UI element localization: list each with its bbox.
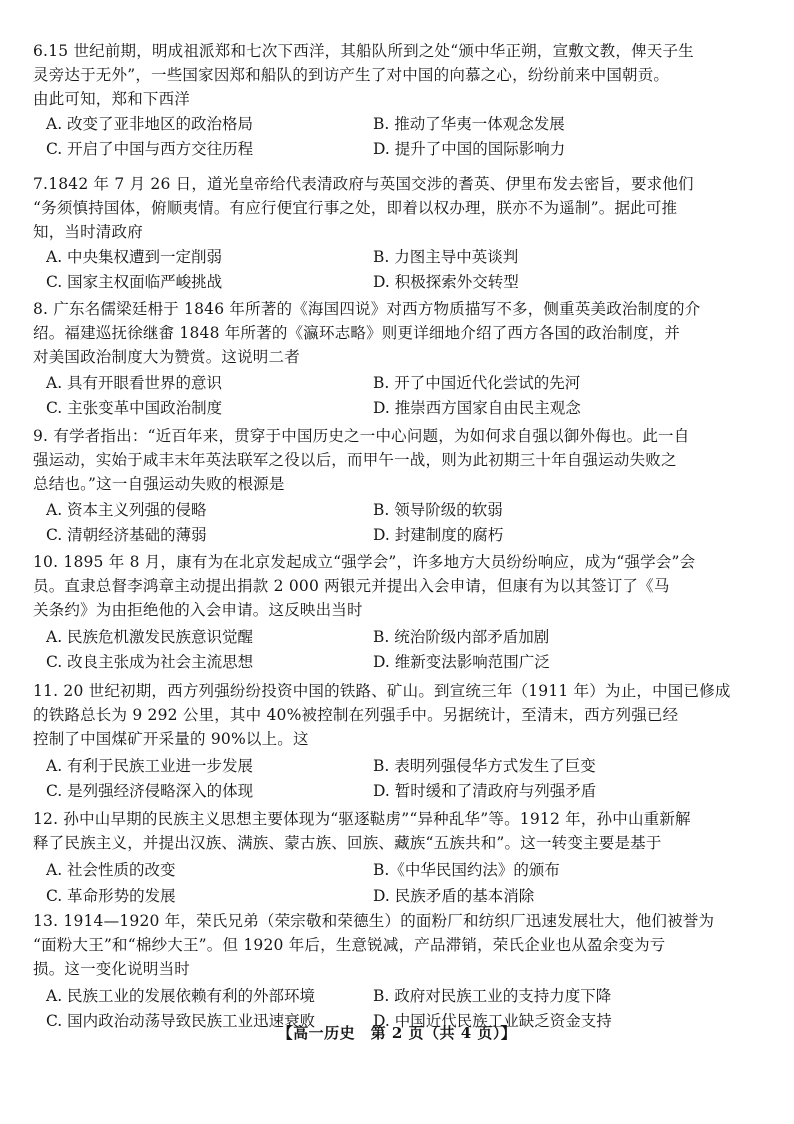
option-c: C. 清朝经济基础的薄弱: [46, 526, 207, 544]
option-b: B. 政府对民族工业的支持力度下降: [373, 987, 612, 1005]
question-line: 11. 20 世纪初期，西方列强纷纷投资中国的铁路、矿山。到宣统三年（1911 年）为止，中国已修成: [33, 682, 731, 700]
option-a: A. 社会性质的改变: [46, 861, 176, 879]
option-c: C. 革命形势的发展: [46, 887, 176, 905]
question-line: 6.15 世纪前期，明成祖派郑和七次下西洋，其船队所到之处“颁中华正朔，宣敷文教，俾天子生: [33, 42, 694, 60]
option-b: B. 表明列强侵华方式发生了巨变: [373, 757, 596, 775]
question-line: 9. 有学者指出：“近百年来，贯穿于中国历史之一中心问题，为如何求自强以御外侮也。此一自: [33, 427, 690, 445]
option-a: A. 改变了亚非地区的政治格局: [46, 115, 254, 133]
question-line: 12. 孙中山早期的民族主义思想主要体现为“驱逐鞑虏”“异种乱华”等。1912 年，孙中山重新解: [33, 810, 691, 828]
question-line: 总结也。”这一自强运动失败的根源是: [33, 475, 285, 493]
question-line: “面粉大王”和“棉纱大王”。但 1920 年后，生意锐减，产品滞销，荣氏企业也从盈余变为亏: [33, 936, 666, 954]
question-line: 绍。福建巡抚徐继畬 1848 年所著的《瀛环志略》则更详细地介绍了西方各国的政治制度，并: [33, 324, 681, 342]
option-d: D. 封建制度的腐朽: [373, 526, 504, 544]
question-line: 知，当时清政府: [33, 223, 143, 241]
option-a: A. 中央集权遭到一定削弱: [46, 248, 223, 266]
question-line: 13. 1914—1920 年，荣氏兄弟（荣宗敬和荣德生）的面粉厂和纺织厂迅速发展壮大，他们被誉为: [33, 912, 715, 930]
question-line: 强运动，实始于咸丰末年英法联军之役以后，而甲午一战，则为此初期三十年自强运动失败之: [33, 451, 677, 469]
question-line: “务须慎持国体，俯顺夷情。有应行便宜行事之处，即着以权办理，朕亦不为遥制”。据此可推: [33, 199, 678, 217]
option-d: D. 维新变法影响范围广泛: [373, 653, 550, 671]
option-a: A. 具有开眼看世界的意识: [46, 374, 223, 392]
option-a: A. 民族危机激发民族意识觉醒: [46, 628, 254, 646]
question-line: 损。这一变化说明当时: [33, 960, 191, 978]
option-d: D. 民族矛盾的基本消除: [373, 887, 535, 905]
option-c: C. 主张变革中国政治制度: [46, 399, 223, 417]
option-d: D. 暂时缓和了清政府与列强矛盾: [373, 782, 597, 800]
question-line: 10. 1895 年 8 月，康有为在北京发起成立“强学会”，许多地方大员纷纷响应，成为“强学会”会: [33, 553, 696, 571]
question-line: 灵旁达于无外”，一些国家因郑和船队的到访产生了对中国的向慕之心，纷纷前来中国朝贡。: [33, 66, 670, 84]
option-b: B.《中华民国约法》的颁布: [373, 861, 560, 879]
page-footer: 【高一历史 第 2 页（共 4 页）】: [277, 1024, 517, 1042]
question-line: 7.1842 年 7 月 26 日，道光皇帝给代表清政府与英国交涉的耆英、伊里布发去密旨，要求他们: [33, 175, 694, 193]
question-line: 8. 广东名儒梁廷枏于 1846 年所著的《海国四说》对西方物质描写不多，侧重英美政治制度的介: [33, 300, 701, 318]
option-b: B. 领导阶级的软弱: [373, 501, 503, 519]
option-c: C. 是列强经济侵略深入的体现: [46, 782, 254, 800]
question-line: 由此可知，郑和下西洋: [33, 90, 191, 108]
option-b: B. 开了中国近代化尝试的先河: [373, 374, 581, 392]
option-b: B. 力图主导中英谈判: [373, 248, 519, 266]
option-c: C. 改良主张成为社会主流思想: [46, 653, 254, 671]
option-a: A. 资本主义列强的侵略: [46, 501, 207, 519]
option-a: A. 有利于民族工业进一步发展: [46, 757, 254, 775]
option-a: A. 民族工业的发展依赖有利的外部环境: [46, 987, 316, 1005]
option-d: D. 推崇西方国家自由民主观念: [373, 399, 581, 417]
option-d: D. 提升了中国的国际影响力: [373, 140, 566, 158]
option-b: B. 统治阶级内部矛盾加剧: [373, 628, 550, 646]
option-d: D. 积极探索外交转型: [373, 273, 519, 291]
option-c: C. 开启了中国与西方交往历程: [46, 140, 254, 158]
question-line: 员。直隶总督李鸿章主动提出捐款 2 000 两银元并提出入会申请，但康有为以其签订了《马: [33, 577, 670, 595]
option-d: D. 中国近代民族工业缺乏资金支持: [373, 1012, 612, 1030]
option-c: C. 国内政治动荡导致民族工业迅速衰败: [46, 1012, 316, 1030]
option-c: C. 国家主权面临严峻挑战: [46, 273, 223, 291]
question-line: 的铁路总长为 9 292 公里，其中 40%被控制在列强手中。另据统计，至清末，西方列强已经: [33, 706, 679, 724]
option-b: B. 推动了华夷一体观念发展: [373, 115, 565, 133]
question-line: 控制了中国煤矿开采量的 90%以上。这: [33, 730, 309, 748]
question-line: 释了民族主义，并提出汉族、满族、蒙古族、回族、藏族“五族共和”。这一转变主要是基于: [33, 834, 662, 852]
question-line: 对美国政治制度大为赞赏。这说明二者: [33, 348, 300, 366]
question-line: 关条约》为由拒绝他的入会申请。这反映出当时: [33, 601, 363, 619]
